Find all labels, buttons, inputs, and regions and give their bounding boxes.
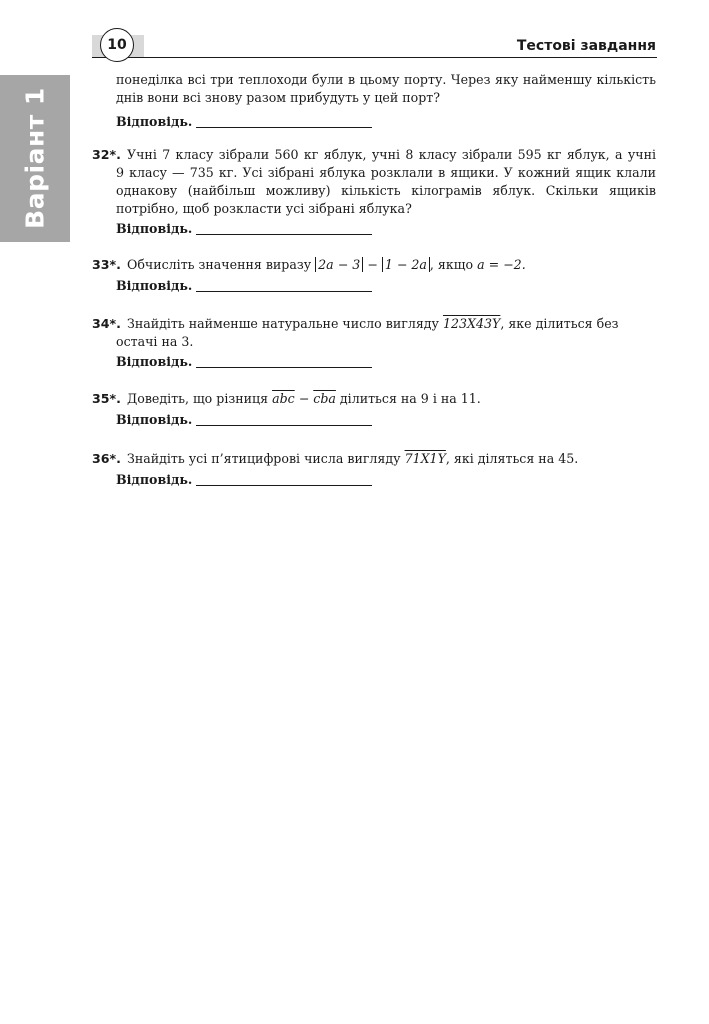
- answer-35: Відповідь.: [116, 411, 372, 429]
- condition: a = −2.: [477, 257, 526, 272]
- answer-32: Відповідь.: [116, 220, 372, 238]
- page-number: 10: [100, 28, 134, 62]
- answer-blank[interactable]: [196, 291, 372, 292]
- question-36-number: 36*.: [92, 451, 121, 466]
- question-36-text: Знайдіть усі п’ятицифрові числа вигляду 71X1Y, які діляться на 45.: [127, 451, 579, 466]
- overlined-term-2: $\overline{cba}$: [313, 391, 336, 406]
- answer-blank[interactable]: [196, 425, 372, 426]
- answer-blank[interactable]: [196, 367, 372, 368]
- overlined-term-1: $\overline{abc}$: [272, 391, 295, 406]
- overlined-number: 71X1Y: [404, 451, 446, 466]
- question-35-number: 35*.: [92, 391, 121, 406]
- abs-expression-1: 2a − 3: [315, 257, 363, 272]
- answer-33: Відповідь.: [116, 277, 372, 295]
- question-32-number: 32*.: [92, 147, 121, 162]
- question-32-line-4: потрібно, щоб розкласти усі зібрані яблука?: [116, 201, 412, 216]
- intro-line-2: днів вони всі знову разом прибудуть у цей порт?: [116, 90, 441, 105]
- overlined-number: 123X43Y: [442, 316, 501, 331]
- section-title: Тестові завдання: [516, 38, 656, 54]
- question-33-number: 33*.: [92, 257, 121, 272]
- answer-34: Відповідь.: [116, 353, 372, 371]
- header-rule: [92, 57, 657, 58]
- answer-31: Відповідь.: [116, 113, 372, 131]
- answer-36: Відповідь.: [116, 471, 372, 489]
- question-32-line-2: 9 класу — 735 кг. Усі зібрані яблука розклали в ящики. У кожний ящик клали: [116, 165, 656, 180]
- answer-blank[interactable]: [196, 234, 372, 235]
- answer-blank[interactable]: [196, 485, 372, 486]
- question-34-line-2: остачі на 3.: [116, 334, 194, 349]
- intro-line-1: понеділка всі три теплоходи були в цьому порту. Через яку найменшу кількість: [116, 72, 656, 87]
- question-32-line-1: Учні 7 класу зібрали 560 кг яблук, учні 8 класу зібрали 595 кг яблук, а учні: [127, 147, 656, 162]
- question-33-text: Обчисліть значення виразу 2a − 3 − 1 − 2a , якщо a = −2.: [127, 257, 526, 272]
- variant-side-tab-label: Варіант 1: [20, 87, 50, 229]
- question-32-line-3: однакову (найбільш можливу) кількість кілограмів яблук. Скільки ящиків: [116, 183, 656, 198]
- question-35-text: Доведіть, що різниця $\overline{abc} - \overline{cba}$ ділиться на 9 і на 11.: [127, 391, 481, 406]
- question-34-number: 34*.: [92, 316, 121, 331]
- abs-expression-2: 1 − 2a: [382, 257, 430, 272]
- answer-blank[interactable]: [196, 127, 372, 128]
- question-34-line-1: Знайдіть найменше натуральне число вигляду 123X43Y, яке ділиться без: [127, 316, 619, 331]
